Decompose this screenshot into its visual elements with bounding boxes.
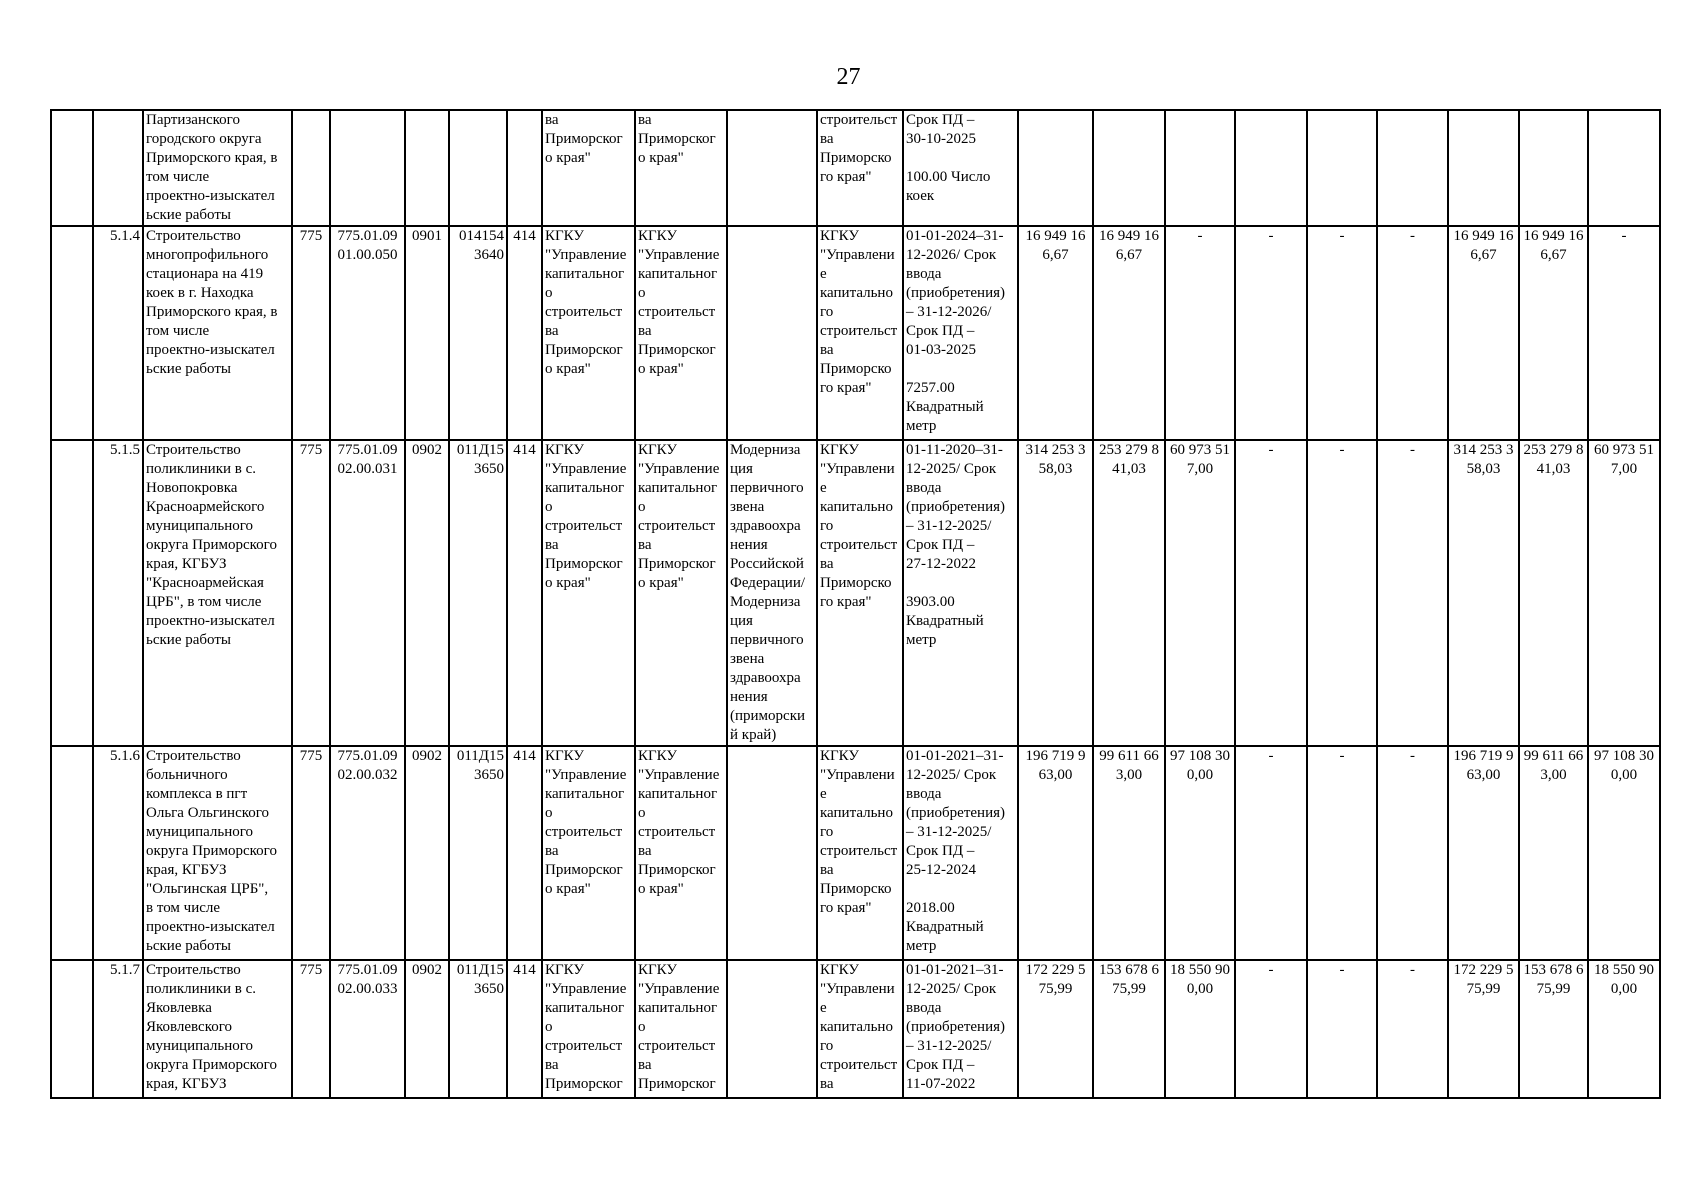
customer-cell: КГКУ "Управление капитальног о строительст ва Приморског о края" [542,440,635,746]
object-code-cell [330,110,405,226]
total-cost-cell [1018,110,1093,226]
grbs-code-cell: 775 [292,746,330,960]
terms-capacity-cell: 01-11-2020–31- 12-2025/ Срок ввода (приобретения) – 31-12-2025/ Срок ПД – 27-12-2022 3903.00 Квадратный метр [903,440,1018,746]
object-name-cell: Строительство поликлиники в с. Новопокровка Красноармейского муниципального округа Приморского края, КГБУЗ "Красноармейская ЦРБ", в том числе проектно-изыскател ьские работы [143,440,292,746]
limit-total-cell: 16 949 16 6,67 [1448,226,1519,440]
federal-budget-cell: - [1165,226,1235,440]
limit-federal-cell: 60 973 51 7,00 [1588,440,1660,746]
extra-budget-cell: - [1307,960,1377,1098]
grbs-name-cell: КГКУ "Управлени е капитально го строительст ва [817,960,903,1098]
target-article-cell: 011Д15 3650 [449,440,507,746]
other-source-cell: - [1377,226,1448,440]
expense-type-cell: 414 [507,960,542,1098]
grbs-code-cell [292,110,330,226]
limit-federal-cell: 97 108 30 0,00 [1588,746,1660,960]
national-project-cell: Модерниза ция первичного звена здравоохра нения Российской Федерации/ Модерниза ция первичного звена здравоохра нения (приморски й край) [727,440,817,746]
terms-capacity-cell: 01-01-2024–31- 12-2026/ Срок ввода (приобретения) – 31-12-2026/ Срок ПД – 01-03-2025 7257.00 Квадратный метр [903,226,1018,440]
customer-cell: КГКУ "Управление капитальног о строительст ва Приморског о края" [542,226,635,440]
table-row [51,746,1660,960]
total-cost-cell: 196 719 9 63,00 [1018,746,1093,960]
limit-total-cell: 196 719 9 63,00 [1448,746,1519,960]
table-row [51,440,1660,746]
section-code-cell [405,110,449,226]
table-row [51,226,1660,440]
grbs-code-cell: 775 [292,960,330,1098]
local-budget-cell: - [1235,746,1307,960]
budget-table [50,109,1661,1099]
extra-budget-cell: - [1307,226,1377,440]
limit-total-cell: 172 229 5 75,99 [1448,960,1519,1098]
grbs-name-cell: строительст ва Приморско го края" [817,110,903,226]
national-project-cell [727,226,817,440]
object-name-cell: Строительство многопрофильного стационара на 419 коек в г. Находка Приморского края, в том числе проектно-изыскател ьские работы [143,226,292,440]
target-article-cell [449,110,507,226]
object-code-cell: 775.01.09 02.00.032 [330,746,405,960]
limit-federal-cell: 18 550 90 0,00 [1588,960,1660,1098]
blank-cell [51,960,93,1098]
object-name-cell: Строительство больничного комплекса в пгт Ольга Ольгинского муниципального округа Приморского края, КГБУЗ "Ольгинская ЦРБ", в том числе проектно-изыскател ьские работы [143,746,292,960]
object-code-cell: 775.01.09 01.00.050 [330,226,405,440]
customer-cell: ва Приморског о края" [542,110,635,226]
other-source-cell: - [1377,440,1448,746]
section-code-cell: 0902 [405,746,449,960]
developer-cell: КГКУ "Управление капитальног о строительст ва Приморског о края" [635,440,727,746]
limit-regional-cell: 253 279 8 41,03 [1519,440,1588,746]
terms-capacity-cell: 01-01-2021–31- 12-2025/ Срок ввода (приобретения) – 31-12-2025/ Срок ПД – 11-07-2022 [903,960,1018,1098]
object-name-cell: Строительство поликлиники в с. Яковлевка Яковлевского муниципального округа Приморского края, КГБУЗ [143,960,292,1098]
target-article-cell: 011Д15 3650 [449,746,507,960]
terms-capacity-cell: 01-01-2021–31- 12-2025/ Срок ввода (приобретения) – 31-12-2025/ Срок ПД – 25-12-2024 2018.00 Квадратный метр [903,746,1018,960]
blank-cell [51,746,93,960]
national-project-cell [727,746,817,960]
expense-type-cell: 414 [507,746,542,960]
limit-federal-cell [1588,110,1660,226]
expense-type-cell [507,110,542,226]
blank-cell [51,226,93,440]
federal-budget-cell: 18 550 90 0,00 [1165,960,1235,1098]
total-cost-cell: 314 253 3 58,03 [1018,440,1093,746]
developer-cell: ва Приморског о края" [635,110,727,226]
limit-federal-cell: - [1588,226,1660,440]
national-project-cell [727,110,817,226]
grbs-name-cell: КГКУ "Управлени е капитально го строительст ва Приморско го края" [817,440,903,746]
federal-budget-cell [1165,110,1235,226]
grbs-code-cell: 775 [292,440,330,746]
object-code-cell: 775.01.09 02.00.033 [330,960,405,1098]
customer-cell: КГКУ "Управление капитальног о строительст ва Приморског о края" [542,746,635,960]
limit-regional-cell [1519,110,1588,226]
limit-regional-cell: 99 611 66 3,00 [1519,746,1588,960]
grbs-name-cell: КГКУ "Управлени е капитально го строительст ва Приморско го края" [817,746,903,960]
customer-cell: КГКУ "Управление капитальног о строительст ва Приморског [542,960,635,1098]
federal-budget-cell: 97 108 30 0,00 [1165,746,1235,960]
blank-cell [51,110,93,226]
regional-budget-cell: 99 611 66 3,00 [1093,746,1165,960]
local-budget-cell: - [1235,960,1307,1098]
expense-type-cell: 414 [507,226,542,440]
developer-cell: КГКУ "Управление капитальног о строительст ва Приморског [635,960,727,1098]
developer-cell: КГКУ "Управление капитальног о строительст ва Приморског о края" [635,746,727,960]
limit-regional-cell: 153 678 6 75,99 [1519,960,1588,1098]
other-source-cell [1377,110,1448,226]
extra-budget-cell [1307,110,1377,226]
limit-regional-cell: 16 949 16 6,67 [1519,226,1588,440]
local-budget-cell: - [1235,226,1307,440]
row-index-cell: 5.1.4 [93,226,143,440]
extra-budget-cell: - [1307,746,1377,960]
blank-cell [51,440,93,746]
total-cost-cell: 172 229 5 75,99 [1018,960,1093,1098]
developer-cell: КГКУ "Управление капитальног о строительст ва Приморског о края" [635,226,727,440]
target-article-cell: 011Д15 3650 [449,960,507,1098]
regional-budget-cell [1093,110,1165,226]
other-source-cell: - [1377,746,1448,960]
limit-total-cell [1448,110,1519,226]
object-name-cell: Партизанского городского округа Приморского края, в том числе проектно-изыскател ьские работы [143,110,292,226]
federal-budget-cell: 60 973 51 7,00 [1165,440,1235,746]
row-index-cell: 5.1.6 [93,746,143,960]
section-code-cell: 0902 [405,440,449,746]
total-cost-cell: 16 949 16 6,67 [1018,226,1093,440]
table-row [51,960,1660,1098]
section-code-cell: 0901 [405,226,449,440]
row-index-cell: 5.1.5 [93,440,143,746]
other-source-cell: - [1377,960,1448,1098]
regional-budget-cell: 153 678 6 75,99 [1093,960,1165,1098]
page-number: 27 [836,64,861,90]
extra-budget-cell: - [1307,440,1377,746]
object-code-cell: 775.01.09 02.00.031 [330,440,405,746]
limit-total-cell: 314 253 3 58,03 [1448,440,1519,746]
grbs-name-cell: КГКУ "Управлени е капитально го строительст ва Приморско го края" [817,226,903,440]
section-code-cell: 0902 [405,960,449,1098]
terms-capacity-cell: Срок ПД – 30-10-2025 100.00 Число коек [903,110,1018,226]
expense-type-cell: 414 [507,440,542,746]
row-index-cell: 5.1.7 [93,960,143,1098]
regional-budget-cell: 16 949 16 6,67 [1093,226,1165,440]
national-project-cell [727,960,817,1098]
target-article-cell: 014154 3640 [449,226,507,440]
table-row [51,110,1660,226]
regional-budget-cell: 253 279 8 41,03 [1093,440,1165,746]
local-budget-cell [1235,110,1307,226]
grbs-code-cell: 775 [292,226,330,440]
local-budget-cell: - [1235,440,1307,746]
row-index-cell [93,110,143,226]
